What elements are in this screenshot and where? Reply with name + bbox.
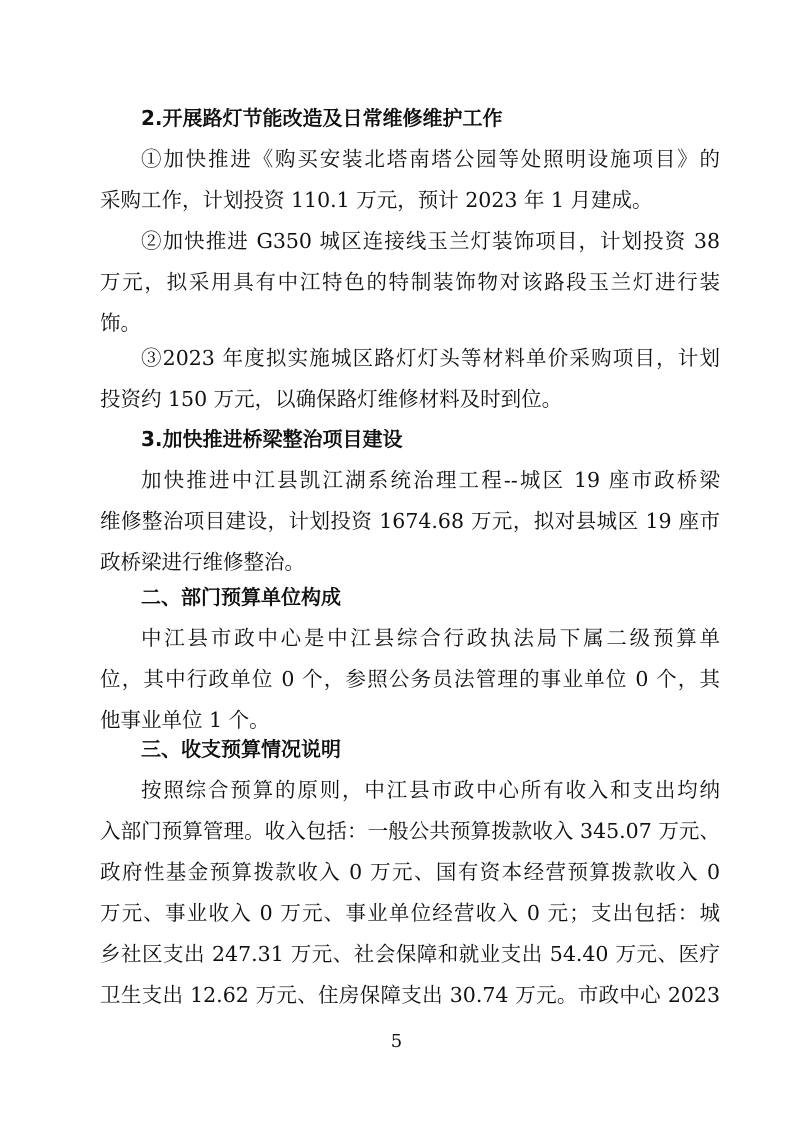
paragraph-magnolia-lamp-project (100, 221, 720, 344)
text-line: ②加快推进 G350 城区连接线玉兰灯装饰项目，计划投资 38 (141, 229, 720, 253)
paragraph-lamp-materials-procurement (100, 338, 720, 420)
text-line: 饰。 (100, 311, 141, 335)
heading-line: 2.开展路灯节能改造及日常维修维护工作 (141, 106, 503, 130)
paragraph-budget-explanation (100, 770, 720, 1016)
text-line: 位，其中行政单位 0 个，参照公务员法管理的事业单位 0 个，其 (100, 667, 720, 691)
page-number: 5 (390, 1031, 403, 1052)
text-line: 他事业单位 1 个。 (100, 708, 270, 732)
text-line: 投资约 150 万元，以确保路灯维修材料及时到位。 (100, 387, 563, 411)
text-line: 乡社区支出 247.31 万元、社会保障和就业支出 54.40 万元、医疗 (100, 942, 720, 966)
text-line: 中江县市政中心是中江县综合行政执法局下属二级预算单 (141, 626, 720, 650)
text-line: 万元，拟采用具有中江特色的特制装饰物对该路段玉兰灯进行装 (100, 270, 720, 294)
text-line: ③2023 年度拟实施城区路灯灯头等材料单价采购项目，计划 (141, 346, 720, 370)
text-line: ①加快推进《购买安装北塔南塔公园等处照明设施项目》的 (141, 147, 720, 171)
heading-bridge-renovation (100, 419, 720, 460)
paragraph-budget-units (100, 618, 720, 741)
text-line: 政桥梁进行维修整治。 (100, 550, 305, 574)
text-line: 加快推进中江县凯江湖系统治理工程--城区 19 座市政桥梁 (141, 468, 720, 492)
text-line: 维修整治项目建设，计划投资 1674.68 万元，拟对县城区 19 座市 (100, 509, 720, 533)
heading-line: 3.加快推进桥梁整治项目建设 (141, 427, 403, 451)
text-line: 政府性基金预算拨款收入 0 万元、国有资本经营预算拨款收入 0 (100, 860, 720, 884)
text-line: 入部门预算管理。收入包括：一般公共预算拨款收入 345.07 万元、 (100, 819, 720, 843)
heading-streetlight-maintenance (100, 98, 720, 139)
text-line: 按照综合预算的原则，中江县市政中心所有收入和支出均纳 (141, 778, 720, 802)
text-line: 万元、事业收入 0 万元、事业单位经营收入 0 元；支出包括：城 (100, 901, 720, 925)
text-line: 卫生支出 12.62 万元、住房保障支出 30.74 万元。市政中心 2023 (100, 983, 720, 1007)
text-line: 采购工作，计划投资 110.1 万元，预计 2023 年 1 月建成。 (100, 188, 653, 212)
heading-budget-explanation (100, 729, 720, 770)
heading-line: 三、收支预算情况说明 (141, 737, 341, 761)
heading-line: 二、部门预算单位构成 (141, 585, 341, 609)
paragraph-bridge-project (100, 460, 720, 583)
paragraph-lighting-facilities (100, 139, 720, 221)
heading-budget-units (100, 577, 720, 618)
